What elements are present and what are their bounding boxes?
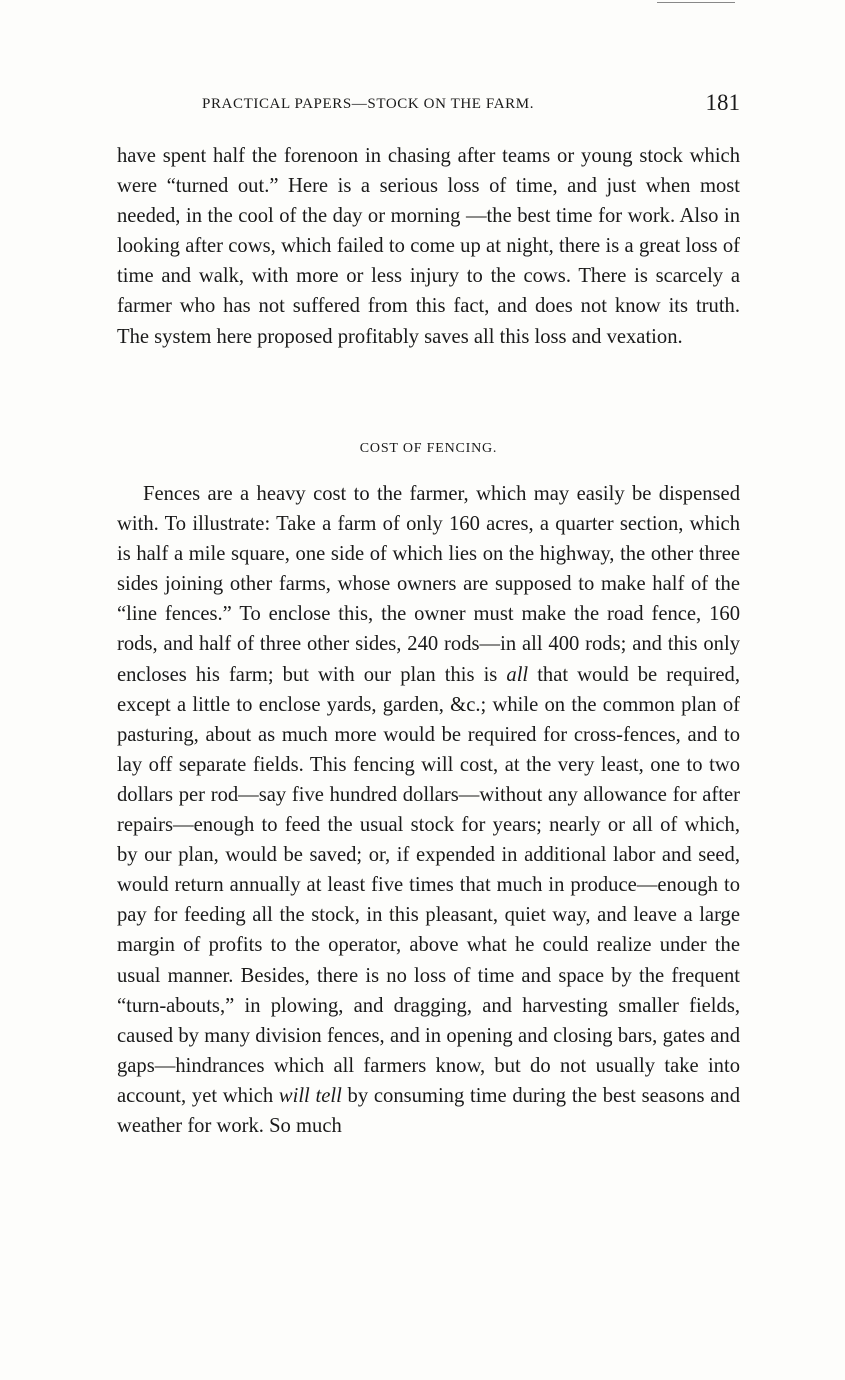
paragraph-2-part-1: Fences are a heavy cost to the farmer, which may easily be dispensed with. To illustrate: Take a farm of only 160 acres, a quarter section, which is half a mile square, one side of which lies on the highway, the other three sides joining other farms, whose owners are supposed to make half of the “line fences.” To enclose this, the owner must make the road fence, 160 rods, and half of three other sides, 240 rods—in all 400 rods; and this only encloses his farm; but with our plan this is <box>117 483 740 686</box>
running-title: PRACTICAL PAPERS—STOCK ON THE FARM. <box>202 96 535 112</box>
paragraph-1: have spent half the forenoon in chasing after teams or young stock which were “turned out.” Here is a serious loss of time, and just when most needed, in the cool of the day or morning —the best time for work. Also in looking after cows, which failed to come up at night, there is a great loss of time and walk, with more or less injury to the cows. There is scarcely a farmer who has not suffered from this fact, and does not know its truth. The system here proposed profitably saves all this loss and vexation. <box>117 145 740 348</box>
running-head <box>202 90 740 120</box>
paragraph-2-part-2: that would be required, except a little to enclose yards, garden, &c.; while on the common plan of pasturing, about as much more would be required for cross-fences, and to lay off separate fields. This fencing will cost, at the very least, one to two dollars per rod—say five hundred dollars—without any allowance for after repairs—enough to feed the usual stock for years; nearly or all of which, by our plan, would be saved; or, if expended in additional labor and seed, would return annually at least five times that much in produce—enough to pay for feeding all the stock, in this pleasant, quiet way, and leave a large margin of profits to the operator, above what he could realize under the usual manner. Besides, there is no loss of time and space by the frequent “turn-abouts,” in plowing, and dragging, and harvesting smaller fields, caused by many division fences, and in opening and closing bars, gates and gaps—hindrances which all farmers know, but do not usually take into account, yet which <box>117 663 740 1107</box>
section-heading: COST OF FENCING. <box>359 441 498 456</box>
paragraph-2-part-3: by consuming time during the best seasons and weather for work. So much <box>117 1084 741 1137</box>
paragraph-2 <box>117 479 740 1141</box>
page-number: 181 <box>705 90 740 115</box>
book-page <box>117 0 740 1380</box>
top-rule <box>657 2 735 3</box>
emphasis-will-tell: will tell <box>278 1084 342 1107</box>
emphasis-all: all <box>506 663 529 686</box>
